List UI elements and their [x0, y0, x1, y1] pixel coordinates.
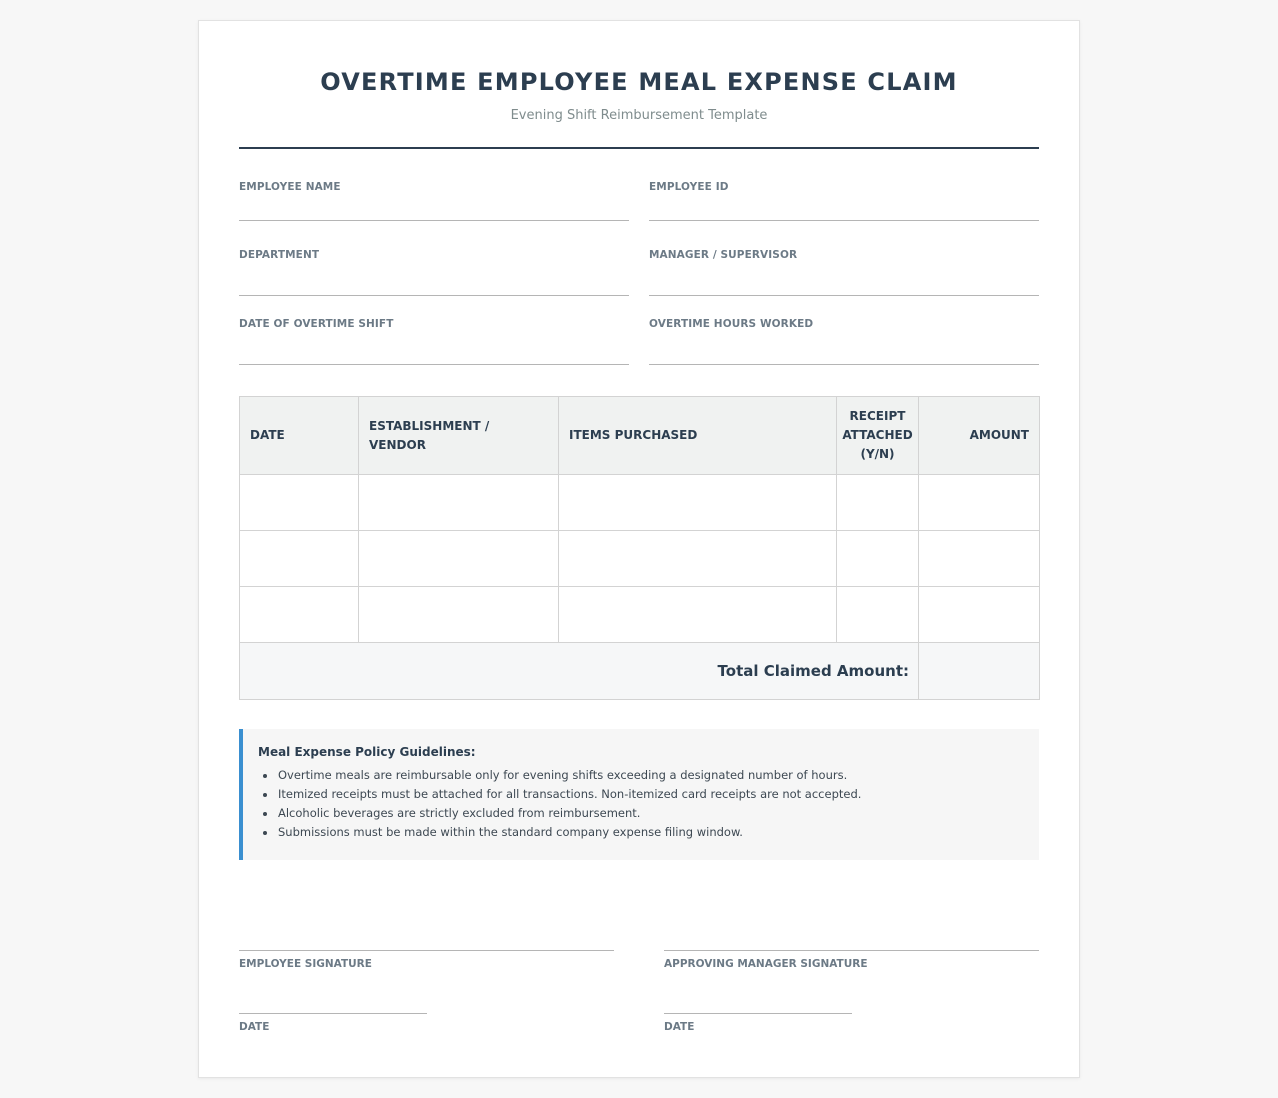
employee-id-field[interactable]	[649, 181, 1039, 221]
shift-date-field[interactable]	[239, 318, 629, 365]
table-header-row	[240, 397, 1040, 475]
hours-worked-label: OVERTIME HOURS WORKED	[649, 318, 814, 330]
cell-date[interactable]	[240, 587, 359, 643]
cell-amount[interactable]	[919, 531, 1040, 587]
manager-signature-line[interactable]	[664, 950, 1039, 951]
column-header-date: DATE	[240, 397, 359, 475]
manager-date-line[interactable]	[664, 1013, 852, 1014]
policy-list	[258, 766, 1023, 842]
manager-signature-label: APPROVING MANAGER SIGNATURE	[664, 958, 868, 970]
cell-vendor[interactable]	[359, 587, 559, 643]
employee-name-label: EMPLOYEE NAME	[239, 181, 341, 193]
employee-date-label: DATE	[239, 1021, 270, 1033]
policy-item: Alcoholic beverages are strictly excluded from reimbursement.	[258, 804, 1023, 823]
shift-date-label: DATE OF OVERTIME SHIFT	[239, 318, 394, 330]
total-row	[240, 643, 1040, 700]
cell-items[interactable]	[559, 587, 837, 643]
cell-receipt[interactable]	[837, 587, 919, 643]
claim-form-sheet	[198, 20, 1080, 1078]
policy-title: Meal Expense Policy Guidelines:	[258, 745, 476, 759]
total-amount-cell[interactable]	[919, 643, 1040, 700]
form-title: OVERTIME EMPLOYEE MEAL EXPENSE CLAIM	[320, 68, 958, 96]
employee-id-label: EMPLOYEE ID	[649, 181, 729, 193]
employee-date-line[interactable]	[239, 1013, 427, 1014]
total-label: Total Claimed Amount:	[240, 643, 919, 700]
policy-item: Submissions must be made within the standard company expense filing window.	[258, 823, 1023, 842]
form-subtitle: Evening Shift Reimbursement Template	[510, 108, 768, 123]
manager-label: MANAGER / SUPERVISOR	[649, 249, 798, 261]
cell-amount[interactable]	[919, 587, 1040, 643]
hours-worked-field[interactable]	[649, 318, 1039, 365]
policy-guidelines-box	[239, 729, 1039, 860]
cell-items[interactable]	[559, 531, 837, 587]
department-label: DEPARTMENT	[239, 249, 320, 261]
column-header-receipt: RECEIPT ATTACHED (Y/N)	[837, 397, 919, 475]
cell-items[interactable]	[559, 475, 837, 531]
employee-signature-line[interactable]	[239, 950, 614, 951]
column-header-amount: AMOUNT	[919, 397, 1040, 475]
cell-date[interactable]	[240, 531, 359, 587]
column-header-vendor: ESTABLISHMENT / VENDOR	[359, 397, 559, 475]
title-divider	[239, 147, 1039, 149]
cell-amount[interactable]	[919, 475, 1040, 531]
department-field[interactable]	[239, 249, 629, 296]
table-row	[240, 475, 1040, 531]
cell-date[interactable]	[240, 475, 359, 531]
manager-field[interactable]	[649, 249, 1039, 296]
employee-name-field[interactable]	[239, 181, 629, 221]
manager-date-label: DATE	[664, 1021, 695, 1033]
expense-table	[239, 396, 1040, 700]
column-header-items: ITEMS PURCHASED	[559, 397, 837, 475]
cell-vendor[interactable]	[359, 475, 559, 531]
cell-receipt[interactable]	[837, 475, 919, 531]
cell-vendor[interactable]	[359, 531, 559, 587]
employee-signature-label: EMPLOYEE SIGNATURE	[239, 958, 372, 970]
policy-item: Itemized receipts must be attached for all transactions. Non-itemized card receipts are not accepted.	[258, 785, 1023, 804]
table-row	[240, 531, 1040, 587]
policy-item: Overtime meals are reimbursable only for evening shifts exceeding a designated number of hours.	[258, 766, 1023, 785]
cell-receipt[interactable]	[837, 531, 919, 587]
table-row	[240, 587, 1040, 643]
